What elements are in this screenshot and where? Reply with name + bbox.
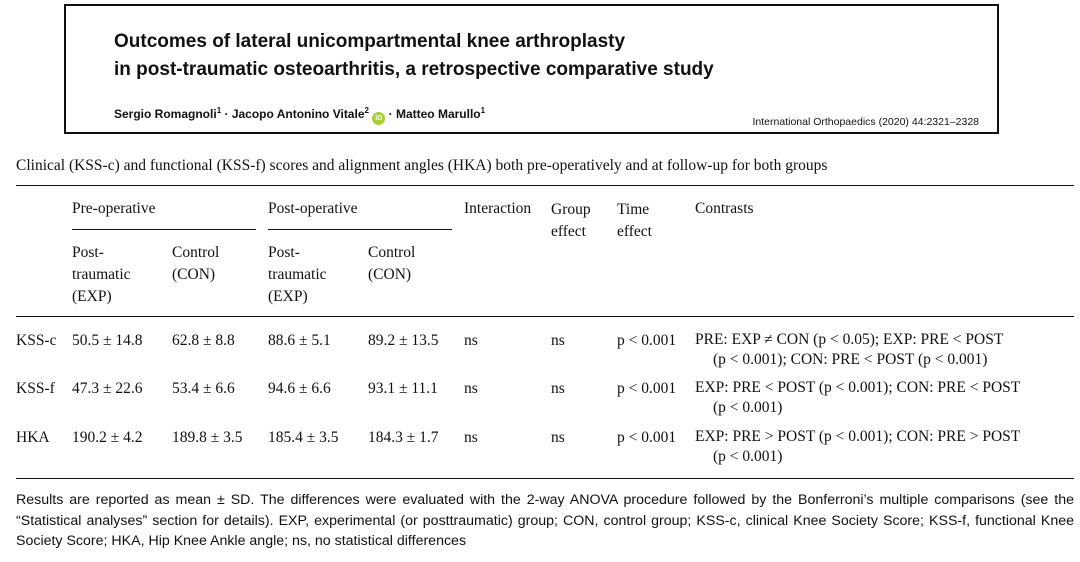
contrast-cell [695, 378, 1075, 418]
contrast-line: (p < 0.001) [713, 399, 783, 416]
contrast-line: (p < 0.001); CON: PRE < POST (p < 0.001) [713, 351, 988, 368]
header-post-operative: Post-operative [268, 200, 358, 217]
subheader-pre-exp: Post-traumatic (EXP) [72, 244, 131, 305]
contrast-cell [695, 330, 1075, 370]
table-cell: p < 0.001 [617, 380, 677, 397]
author-separator: · [385, 107, 396, 121]
author-name[interactable]: Jacopo Antonino Vitale [231, 107, 365, 121]
post-operative-underline [268, 229, 452, 230]
header-bottom-rule [16, 316, 1074, 317]
table-footnote: Results are reported as mean ± SD. The differences were evaluated with the 2-way ANOVA procedure followed by the Bonferroni’s multiple comparisons (see the “Statistical analyses” section for details). EXP, experimental (or posttraumatic) group; CON, control group; KSS-c, clinical Knee Society Score; KSS-f, functional Knee Society Score; HKA, Hip Knee Ankle angle; ns, no statistical differences [16, 492, 1074, 549]
table-cell: 62.8 ± 8.8 [172, 332, 235, 349]
table-cell: 88.6 ± 5.1 [268, 332, 331, 349]
table-cell: p < 0.001 [617, 429, 677, 446]
table-cell: 50.5 ± 14.8 [72, 332, 143, 349]
pre-operative-underline [72, 229, 256, 230]
subheader-post-exp: Post-traumatic (EXP) [268, 244, 327, 305]
paper-title-line-1: Outcomes of lateral unicompartmental knee arthroplasty [114, 31, 626, 52]
table-bottom-rule [16, 478, 1074, 479]
table-caption: Clinical (KSS-c) and functional (KSS-f) scores and alignment angles (HKA) both pre-operatively and at follow-up for both groups [16, 157, 828, 174]
table-cell: 93.1 ± 11.1 [368, 380, 438, 397]
author-list [114, 106, 485, 125]
affiliation-marker: 1 [480, 106, 486, 115]
table-cell: ns [551, 332, 565, 349]
table-cell: ns [551, 380, 565, 397]
header-contrasts: Contrasts [695, 200, 754, 217]
table-cell: 184.3 ± 1.7 [368, 429, 439, 446]
contrast-cell [695, 427, 1075, 467]
orcid-icon[interactable]: iD [372, 112, 385, 125]
table-cell: ns [551, 429, 565, 446]
table-top-rule [16, 185, 1074, 186]
subheader-post-con: Control (CON) [368, 244, 416, 283]
table-cell: 53.4 ± 6.6 [172, 380, 235, 397]
table-cell: 185.4 ± 3.5 [268, 429, 339, 446]
paper-title-line-2: in post-traumatic osteoarthritis, a retrospective comparative study [114, 59, 714, 80]
author-name[interactable]: Matteo Marullo [395, 107, 481, 121]
table-cell: 189.8 ± 3.5 [172, 429, 243, 446]
table-cell: ns [464, 380, 478, 397]
row-label-hka: HKA [16, 429, 50, 446]
contrast-line: PRE: EXP ≠ CON (p < 0.05); EXP: PRE < POST [695, 331, 1004, 348]
header-group-effect: Group effect [551, 201, 591, 240]
table-cell: 89.2 ± 13.5 [368, 332, 439, 349]
header-interaction: Interaction [464, 200, 532, 217]
header-pre-operative: Pre-operative [72, 200, 156, 217]
affiliation-marker: 2 [364, 106, 369, 115]
row-label-kss-f: KSS-f [16, 380, 55, 397]
contrast-line: EXP: PRE < POST (p < 0.001); CON: PRE < POST [695, 379, 1021, 396]
table-cell: ns [464, 332, 478, 349]
header-time-effect: Time effect [617, 201, 652, 240]
journal-citation: International Orthopaedics (2020) 44:2321–2328 [752, 116, 979, 128]
row-label-kss-c: KSS-c [16, 332, 57, 349]
article-header [64, 4, 999, 134]
table-cell: 190.2 ± 4.2 [72, 429, 143, 446]
affiliation-marker: 1 [216, 106, 222, 115]
paper-title [114, 28, 714, 84]
table-cell: 94.6 ± 6.6 [268, 380, 331, 397]
table-cell: 47.3 ± 22.6 [72, 380, 143, 397]
author-separator: · [221, 107, 232, 121]
table-cell: ns [464, 429, 478, 446]
contrast-line: EXP: PRE > POST (p < 0.001); CON: PRE > POST [695, 428, 1021, 445]
contrast-line: (p < 0.001) [713, 448, 783, 465]
table-cell: p < 0.001 [617, 332, 677, 349]
subheader-pre-con: Control (CON) [172, 244, 220, 283]
author-name[interactable]: Sergio Romagnoli [114, 107, 217, 121]
